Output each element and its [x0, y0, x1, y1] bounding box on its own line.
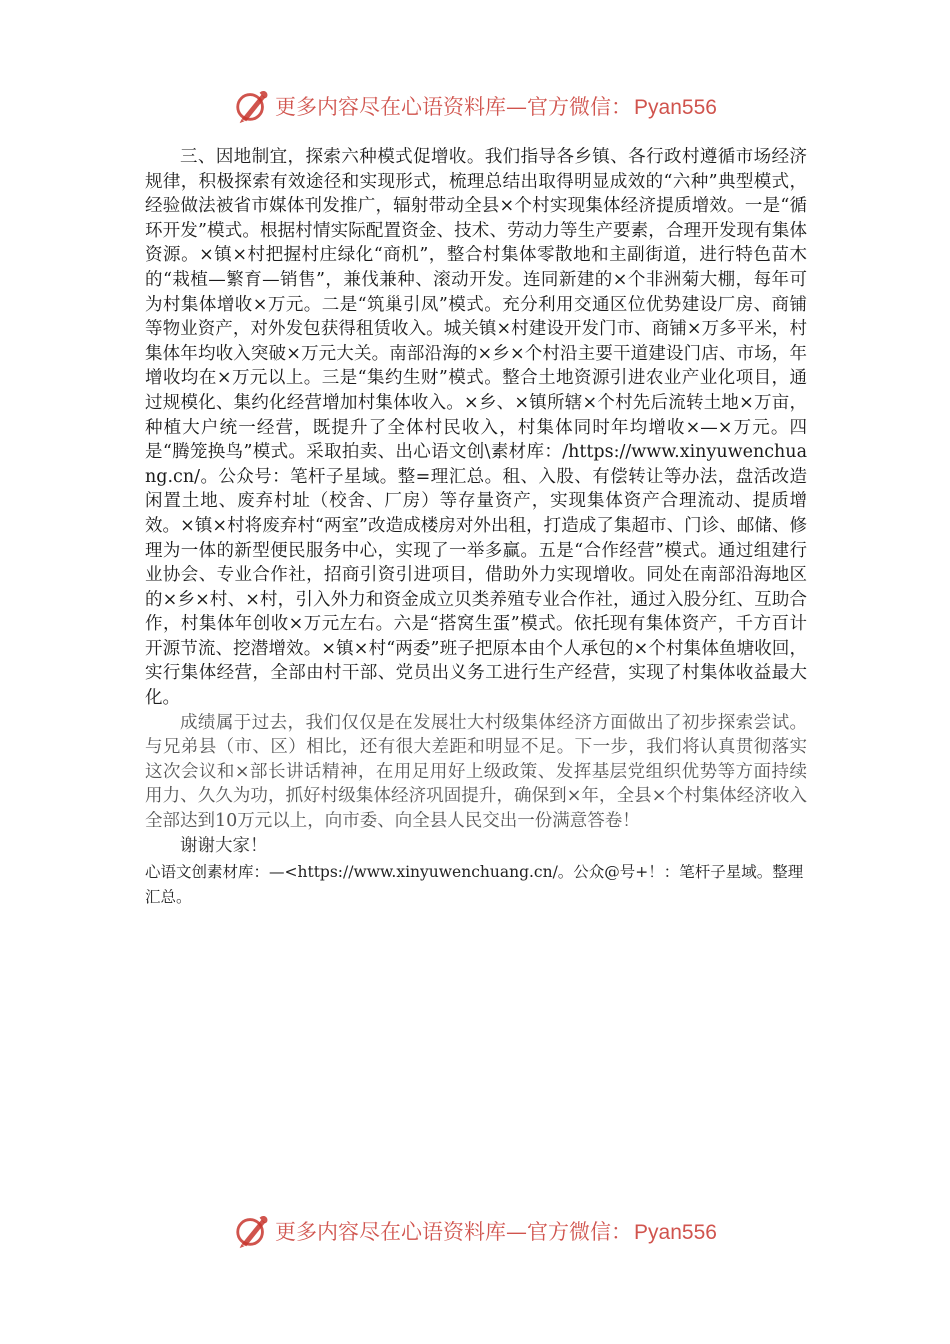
paragraph-next-steps: 成绩属于过去，我们仅仅是在发展壮大村级集体经济方面做出了初步探索尝试。与兄弟县（市、区）相比，还有很大差距和明显不足。下一步，我们将认真贯彻落实这次会议和×部长讲话精神，在用足用好上级政策、发挥基层党组织优势等方面持续用力、久久为功，抓好村级集体经济巩固提升，确保到×年，全县×个村集体经济收入全部达到10万元以上，向市委、向全县人民交出一份满意答卷！	[145, 712, 807, 832]
paragraph-six-models: 三、因地制宜，探索六种模式促增收。我们指导各乡镇、各行政村遵循市场经济规律，积极探索有效途径和实现形式，梳理总结出取得明显成效的“六种”典型模式，经验做法被省市媒体刊发推广，辐射带动全县×个村实现集体经济提质增效。一是“循环开发”模式。根据村情实际配置资金、技术、劳动力等生产要素，合理开发现有集体资源。×镇×村把握村庄绿化“商机”，整合村集体零散地和主副街道，进行特色苗木的“栽植—繁育—销售”，兼伐兼种、滚动开发。连同新建的×个非洲菊大棚，每年可为村集体增收×万元。二是“筑巢引凤”模式。充分利用交通区位优势建设厂房、商铺等物业资产，对外发包获得租赁收入。城关镇×村建设开发门市、商铺×万多平米，村集体年均收入突破×万元大关。南部沿海的×乡×个村沿主要干道建设门店、市场，年增收均在×万元以上。三是“集约生财”模式。整合土地资源引进农业产业化项目，通过规模化、集约化经营增加村集体收入。×乡、×镇所辖×个村先后流转土地×万亩，种植大户统一经营，既提升了全体村民收入，村集体同时年均增收×—×万元。四是“腾笼换鸟”模式。采取拍卖、出心语文创\素材库：/https://www.xinyuwenchuang.cn/。公众号：笔杆子星域。整=理汇总。租、入股、有偿转让等办法，盘活改造闲置土地、废弃村址（校舍、厂房）等存量资产，实现集体资产合理流动、提质增效。×镇×村将废弃村“两室”改造成楼房对外出租，打造成了集超市、门诊、邮储、修理为一体的新型便民服务中心，实现了一举多赢。五是“合作经营”模式。通过组建行业协会、专业合作社，招商引资引进项目，借助外力实现增收。同处在南部沿海地区的×乡×村、×村，引入外力和资金成立贝类养殖专业合作社，通过入股分红、互助合作，村集体年创收×万元左右。六是“搭窝生蛋”模式。依托现有集体资产，千方百计开源节流、挖潜增效。×镇×村“两委”班子把原本由个人承包的×个村集体鱼塘收回，实行集体经营，全部由村干部、党员出义务工进行生产经营，实现了村集体收益最大化。	[145, 147, 807, 709]
banner-text-cn: 更多内容尽在心语资料库—官方微信：	[275, 1220, 633, 1244]
footer-banner	[0, 1209, 950, 1253]
banner-wechat-id: Pyan556	[634, 96, 717, 119]
document-body	[145, 145, 807, 910]
pen-logo-icon	[233, 1212, 271, 1250]
source-note: 心语文创素材库：—<https://www.xinyuwenchuang.cn/。公众@号+！：笔杆子星域。整理汇总。	[145, 863, 804, 907]
header-banner	[0, 84, 950, 128]
banner-text	[275, 1216, 717, 1246]
banner-wechat-id: Pyan556	[634, 1221, 717, 1244]
pen-logo-icon	[233, 87, 271, 125]
closing-thanks: 谢谢大家！	[180, 835, 268, 856]
banner-text-cn: 更多内容尽在心语资料库—官方微信：	[275, 95, 633, 119]
banner-text	[275, 91, 717, 121]
